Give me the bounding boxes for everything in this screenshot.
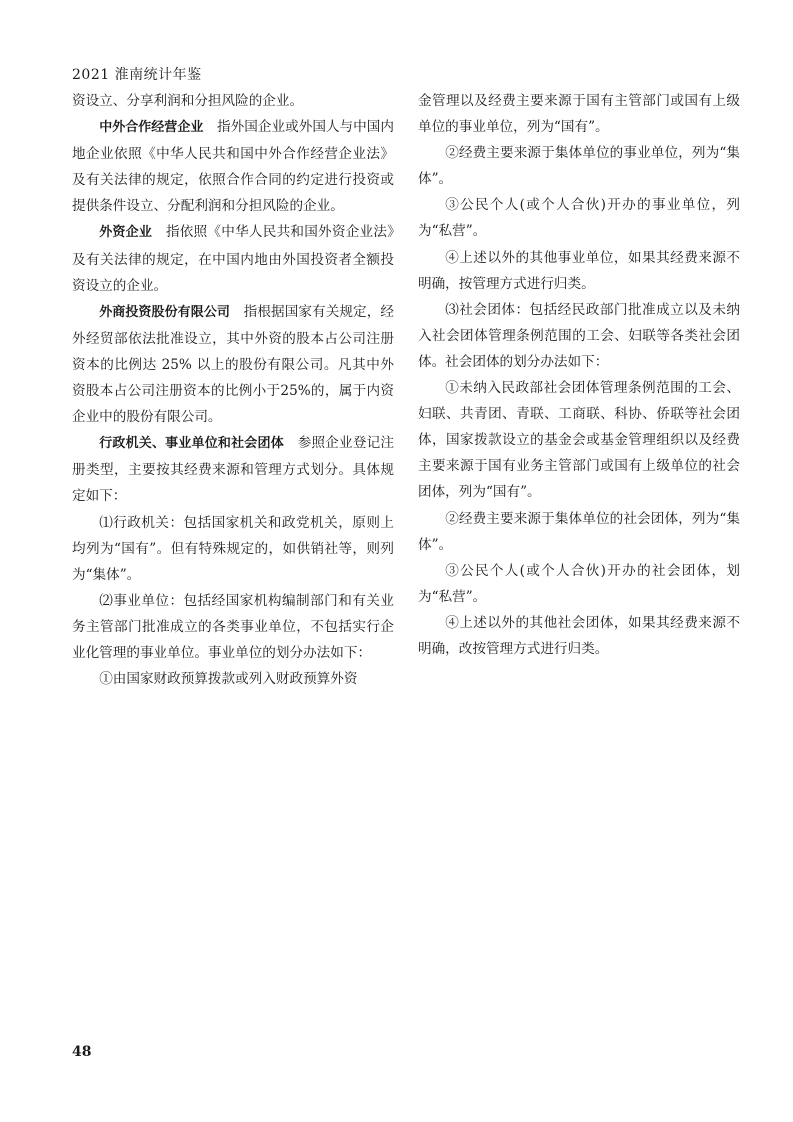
definition-public-institutions [72, 430, 394, 509]
paragraph-social-organizations: ⑶社会团体：包括经民政部门批准成立以及未纳入社会团体管理条例范围的工会、妇联等各类社会团体。社会团体的划分办法如下： [418, 301, 740, 370]
paragraph-social-item-4: ④上述以外的其他社会团体，如果其经费来源不明确，改按管理方式进行归类。 [418, 614, 740, 657]
page-number: 48 [72, 1044, 92, 1060]
definition-foreign-owned [72, 219, 394, 298]
paragraph-social-item-2: ②经费主要来源于集体单位的社会团体，列为“集体”。 [418, 510, 740, 553]
definition-text: 指根据国家有关规定，经外经贸部依法批准设立，其中外资的股本占公司注册资本的比例达 25% 以上的股份有限公司。凡其中外资股本占公司注册资本的比例小于25%的，属于内资企业中的股份有限公司。 [72, 303, 394, 426]
term-heading: 中外合作经营企业 [99, 120, 204, 136]
paragraph-item-1: ①由国家财政预算拨款或列入财政预算外资 [99, 671, 358, 688]
paragraph-item-3: ③公民个人(或个人合伙)开办的事业单位，列为“私营”。 [418, 197, 740, 240]
running-header: 2021 淮南统计年鉴 [72, 67, 202, 83]
definition-text: 指外国企业或外国人与中国内地企业依照《中华人民共和国中外合作经营企业法》及有关法律的规定，依照合作合同的约定进行投资或提供条件设立、分配利润和分担风险的企业。 [72, 119, 394, 215]
term-heading: 外资企业 [99, 225, 153, 241]
term-heading: 外商投资股份有限公司 [99, 304, 230, 320]
paragraph-social-item-1: ①未纳入民政部社会团体管理条例范围的工会、妇联、共青团、青联、工商联、科协、侨联等社会团体，国家拨款设立的基金会或基金管理组织以及经费主要来源于国有业务主管部门或国有上级单位的社会团体，列为“国有”。 [418, 380, 740, 501]
paragraph-item-4: ④上述以外的其他事业单位，如果其经费来源不明确，按管理方式进行归类。 [418, 249, 740, 292]
paragraph-institutions: ⑵事业单位：包括经国家机构编制部门和有关业务主管部门批准成立的各类事业单位，不包括实行企业化管理的事业单位。事业单位的划分办法如下： [72, 592, 394, 661]
paragraph-social-item-3: ③公民个人(或个人合伙)开办的社会团体，划为“私营”。 [418, 562, 740, 605]
definition-sino-foreign-cooperative [72, 114, 394, 219]
right-column [418, 88, 740, 662]
definition-text: 参照企业登记注册类型，主要按其经费来源和管理方式划分。具体规定如下： [72, 435, 394, 505]
paragraph-continuation: 资设立、分享利润和分担风险的企业。 [72, 93, 304, 109]
definition-text: 指依照《中华人民共和国外资企业法》及有关法律的规定，在中国内地由外国投资者全额投资设立的企业。 [72, 224, 394, 294]
paragraph-item-2: ②经费主要来源于集体单位的事业单位，列为“集体”。 [418, 145, 740, 188]
term-heading: 行政机关、事业单位和社会团体 [99, 436, 284, 452]
paragraph-administrative-organs: ⑴行政机关：包括国家机关和政党机关，原则上均列为“国有”。但有特殊规定的，如供销社等，则列为“集体”。 [72, 514, 394, 583]
paragraph-continuation: 金管理以及经费主要来源于国有主管部门或国有上级单位的事业单位，列为“国有”。 [418, 93, 740, 136]
left-column [72, 88, 394, 692]
definition-foreign-invested-shareholding [72, 299, 394, 430]
